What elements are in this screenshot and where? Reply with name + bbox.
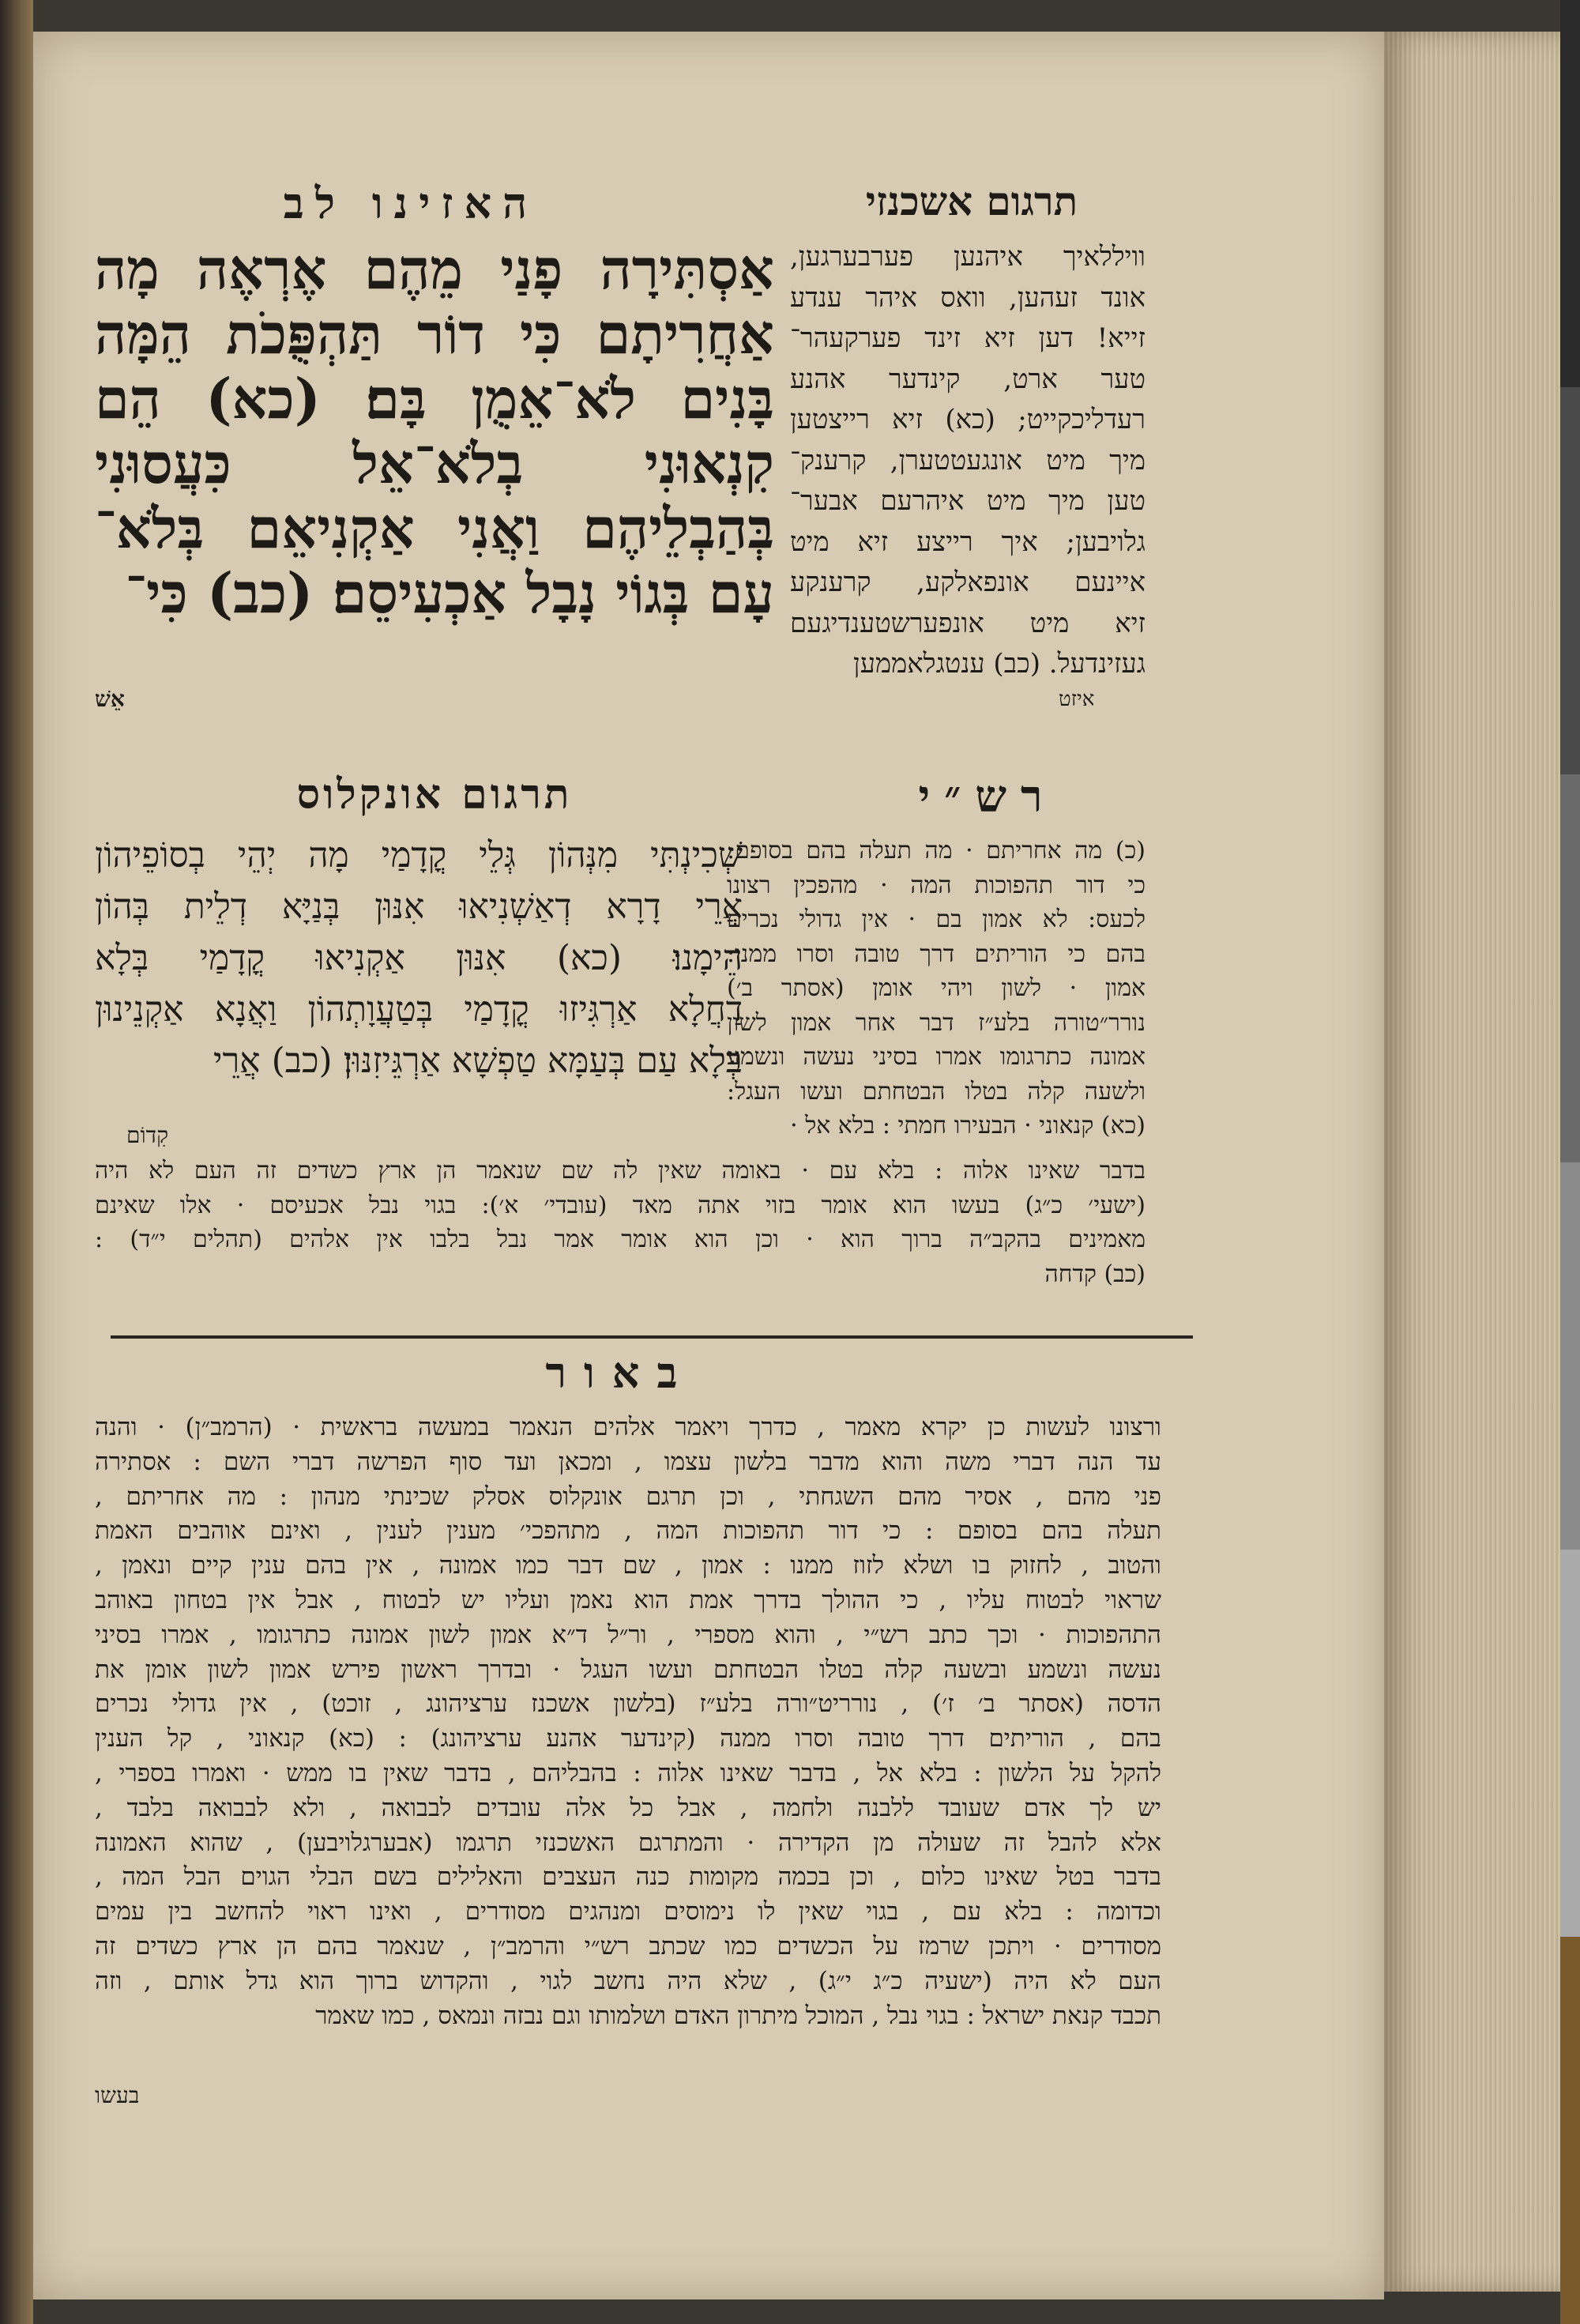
biur-line: התהפוכות · וכך כתב רש״י , והוא מספרי , ור״ל ד״א אמון לשון אמונה כתרגומו , אמרו בסיני: [95, 1620, 1161, 1649]
biur-line: מסודרים · ויתכן שרמז על הכשדים כמו שכתב רש״י והרמב״ן , שנאמר בהם הן ארץ כשדים זה: [95, 1931, 1161, 1961]
biur-line: שראוי לבטוח עליו , כי ההולך בדרך אמת הוא נאמן ועליו יש לבטוח , אבל אין בטחון באוהב: [95, 1585, 1161, 1614]
ashkenazi-catchword: איזט: [1059, 687, 1095, 711]
rashi-line: לכעס: לא אמון בם · אין גדולי נכרים: [727, 906, 1146, 933]
verse-line: בָּנִים לֹא־אֵמֻן בָּם׃ (כא) הֵם: [95, 366, 774, 431]
left-page-edge: [0, 0, 33, 2324]
rashi-line: מאמינים בהקב״ה ברוך הוא · וכן הוא אומר אמר נבל בלבו אין אלהים (תהלים י״ד) :: [95, 1226, 1146, 1253]
verse-line: אַסְתִּירָה פָנַי מֵהֶם אֶרְאֶה מָה: [95, 236, 774, 302]
onkelos-line: דַחֲלָא אַרְגִּיזוּ קֳדָמַי בְּטַעֲוָתְהוֹן וַאֲנָא אַקְנֵינוּן: [95, 989, 743, 1030]
rashi-header: רש״י: [918, 770, 1057, 823]
biur-line: תכבד קנאת ישראל : בגוי נבל , המוכל מיתרון האדם ושלמותו וגם נבזה ונמאס , כמו שאמר: [315, 2001, 1161, 2030]
rashi-line: בהם כי הוריתים דרך טובה וסרו ממנו:: [727, 940, 1146, 968]
ashkenazi-line: אונד זעהען, וואס איהר ענדע: [790, 281, 1146, 314]
biur-line: יש לך אדם שעובד ללבנה ולחמה , אבל כל אלה עובדים לבבואה , ולא לבבואה בלבד ,: [95, 1793, 1161, 1822]
verse-line: קִנְאוּנִי בְלֹא־אֵל כִּעֲסוּנִי: [95, 431, 774, 496]
verse-line: עָם בְּגוֹי נָבָל אַכְעִיסֵם׃ (כב) כִּי־: [125, 560, 774, 626]
onkelos-line: בְּלָא עַם בְּעַמָּא טַפְשָׁא אַרְגֵּיזִנּוּן׃ (כב) אֲרֵי: [213, 1041, 743, 1081]
page-fore-edge: [1384, 32, 1574, 2292]
biur-line: ורצונו לעשות כן יקרא מאמר , כדרך ויאמר אלהים הנאמר במעשה בראשית · (הרמב״ן) · והנה: [95, 1413, 1161, 1441]
biur-line: הדסה (אסתר ב׳ ז׳) , נורריט״ורה בלע״ז (בלשון אשכנז ערציהונג , זוכט) , אין גדולי נכרים: [95, 1689, 1161, 1719]
ashkenazi-line: מיך מיט אונגעטטערן, קרענק־: [790, 444, 1146, 476]
scan-color-bar: [1560, 0, 1580, 2324]
biur-line: להקל על הלשון : בלא אל , בדבר שאינו אלוה : בהבליהם , בדבר שאין בו ממש · ואמרו בספרי ,: [95, 1758, 1161, 1787]
verse-catchword: אֵשׁ: [95, 686, 125, 712]
parasha-header: האזינו לב: [283, 178, 539, 228]
ashkenazi-line: רעדליכקייט; (כא) זיא רייצטען: [790, 404, 1146, 435]
rashi-text-continued: [95, 1154, 1146, 1291]
rashi-line: (כב) קדחה: [1044, 1260, 1146, 1288]
biur-line: העם לא היה (ישעיה כ״ג י״ג) , שלא היה נחשב לגוי , והקדוש ברוך הוא גדל אותם , וזה: [95, 1966, 1161, 1995]
biur-catchword: בעשו: [95, 2082, 140, 2108]
ashkenazi-line: זייא! דען זיא זינד פערקעהר־: [790, 322, 1146, 354]
onkelos-text: [95, 830, 743, 1087]
biur-text: [95, 1411, 1161, 2033]
biur-line: בדבר בטל שאינו כלום , וכן בכמה מקומות כנה העצבים והאלילים בשם הבלי הגוים הבל המה ,: [95, 1863, 1161, 1892]
section-divider: [111, 1335, 1193, 1339]
ashkenazi-line: איינעם אונפאלקע, קרענקע: [790, 567, 1146, 598]
rashi-line: אמון · לשון ויהי אומן (אסתר ב׳): [727, 974, 1146, 1002]
biur-line: נעשה ונשמע ובשעה קלה בטלו הבטחתם ועשו העגל · ובדרך ראשון פירש אמון לשון אומן את: [95, 1655, 1161, 1684]
ashkenazi-header: תרגום אשכנזי: [865, 178, 1078, 224]
ashkenazi-line: טען מיך מיט איהרעם אבער־: [790, 485, 1146, 517]
rashi-line: כי דור תהפוכות המה · מהפכין רצונו: [727, 871, 1146, 899]
verse-text: [95, 237, 774, 626]
verse-line: בְּהַבְלֵיהֶם וַאֲנִי אַקְנִיאֵם בְּלֹא־: [95, 495, 774, 561]
ashkenazi-line: גלויבען; איך רייצע זיא מיט: [790, 525, 1146, 558]
ashkenazi-line: געזינדעל. (כב) ענטגלאממען: [853, 648, 1146, 680]
rashi-line: (כ) מה אחריתם · מה תעלה בהם בסופם:: [727, 837, 1146, 864]
biur-line: והטוב , לחזוק בו ושלא לזוז ממנו : אמון , שם דבר כמו אמונה , אין בהם ענין קיים ונאמן ,: [95, 1551, 1161, 1580]
biur-line: וכדומה : בלא עם , בגוי שאין לו נימוסים ומנהגים מסודרים , ואינו ראוי להחשב בין עמים: [95, 1897, 1161, 1927]
onkelos-line: אֲרֵי דָרָא דְאַשְׁנִיאוּ אִנּוּן בְּנַיָּא דְלֵית בְּהוֹן: [95, 887, 743, 927]
rashi-line: אמונה כתרגומו אמרו בסיני נעשה ונשמע: [727, 1043, 1146, 1071]
ashkenazi-translation: [790, 237, 1146, 685]
biur-line: עד הנה דברי משה והוא מדבר בלשון עצמו , ומכאן ועד סוף הפרשה דברי השם : אסתירה: [95, 1447, 1161, 1476]
ashkenazi-line: זיא מיט אונפערשטענדיגעם: [790, 607, 1146, 639]
ashkenazi-line: וויללאיך איהנען פערבערגען,: [790, 241, 1146, 273]
biur-line: פני מהם , אסיר מהם השגחתי , וכן תרגם אונקלוס אסלק שכינתי מנהון : מה אחריתם ,: [95, 1482, 1161, 1511]
biur-line: אלא להבל זה שעולה מן הקדירה · והמתרגם האשכנזי תרגמו (אבערגלויבען) , שהוא האמונה: [95, 1828, 1161, 1857]
onkelos-line: שְׁכִינְתִּי מִנְּהוֹן גְּלֵי קֳדָמַי מָה יְהֵי בְסוֹפֵיהוֹן: [95, 835, 743, 876]
biur-line: בהם , הוריתים דרך טובה וסרו ממנה (קינדער אהנע ערציהונג) : (כא) קנאוני , קל הענין: [95, 1724, 1161, 1753]
biur-line: תעלה בהם בסופם : כי דור תהפוכות המה , מתהפכי׳ מענין לענין , ואינם אוהבים האמת: [95, 1516, 1161, 1546]
rashi-line: (כא) קנאוני · הבעירו חמתי : בלא אל ·: [790, 1112, 1146, 1139]
ashkenazi-line: טער ארט, קינדער אהנע: [790, 363, 1146, 395]
verse-line: אַחֲרִיתָם כִּי דוֹר תַּהְפֻּכֹת הֵמָּה: [95, 301, 774, 367]
onkelos-catchword: קִדוֹם: [126, 1122, 169, 1148]
biur-header: באור: [545, 1347, 695, 1398]
rashi-line: ולשעה קלה בטלו הבטחתם ועשו העגל:: [727, 1077, 1146, 1106]
rashi-text: [727, 834, 1146, 1143]
rashi-line: (ישעי׳ כ״ג) בעשו הוא אומר בזוי אתה מאד (עובדי׳ א׳): בגוי נבל אכעיסם · אלו שאינם: [95, 1191, 1146, 1219]
rashi-line: נורר״טורה בלע״ז דבר אחר אמון לשון: [727, 1008, 1146, 1037]
onkelos-header: תרגום אונקלוס: [296, 770, 573, 819]
rashi-line: בדבר שאינו אלוה : בלא עם · באומה שאין לה שם שנאמר הן ארץ כשדים זה העם לא היה: [95, 1157, 1146, 1185]
onkelos-line: הֵימָנוּ׃ (כא) אִנּוּן אַקְנִיאוּ קֳדָמַי בְּלָא: [95, 938, 743, 978]
